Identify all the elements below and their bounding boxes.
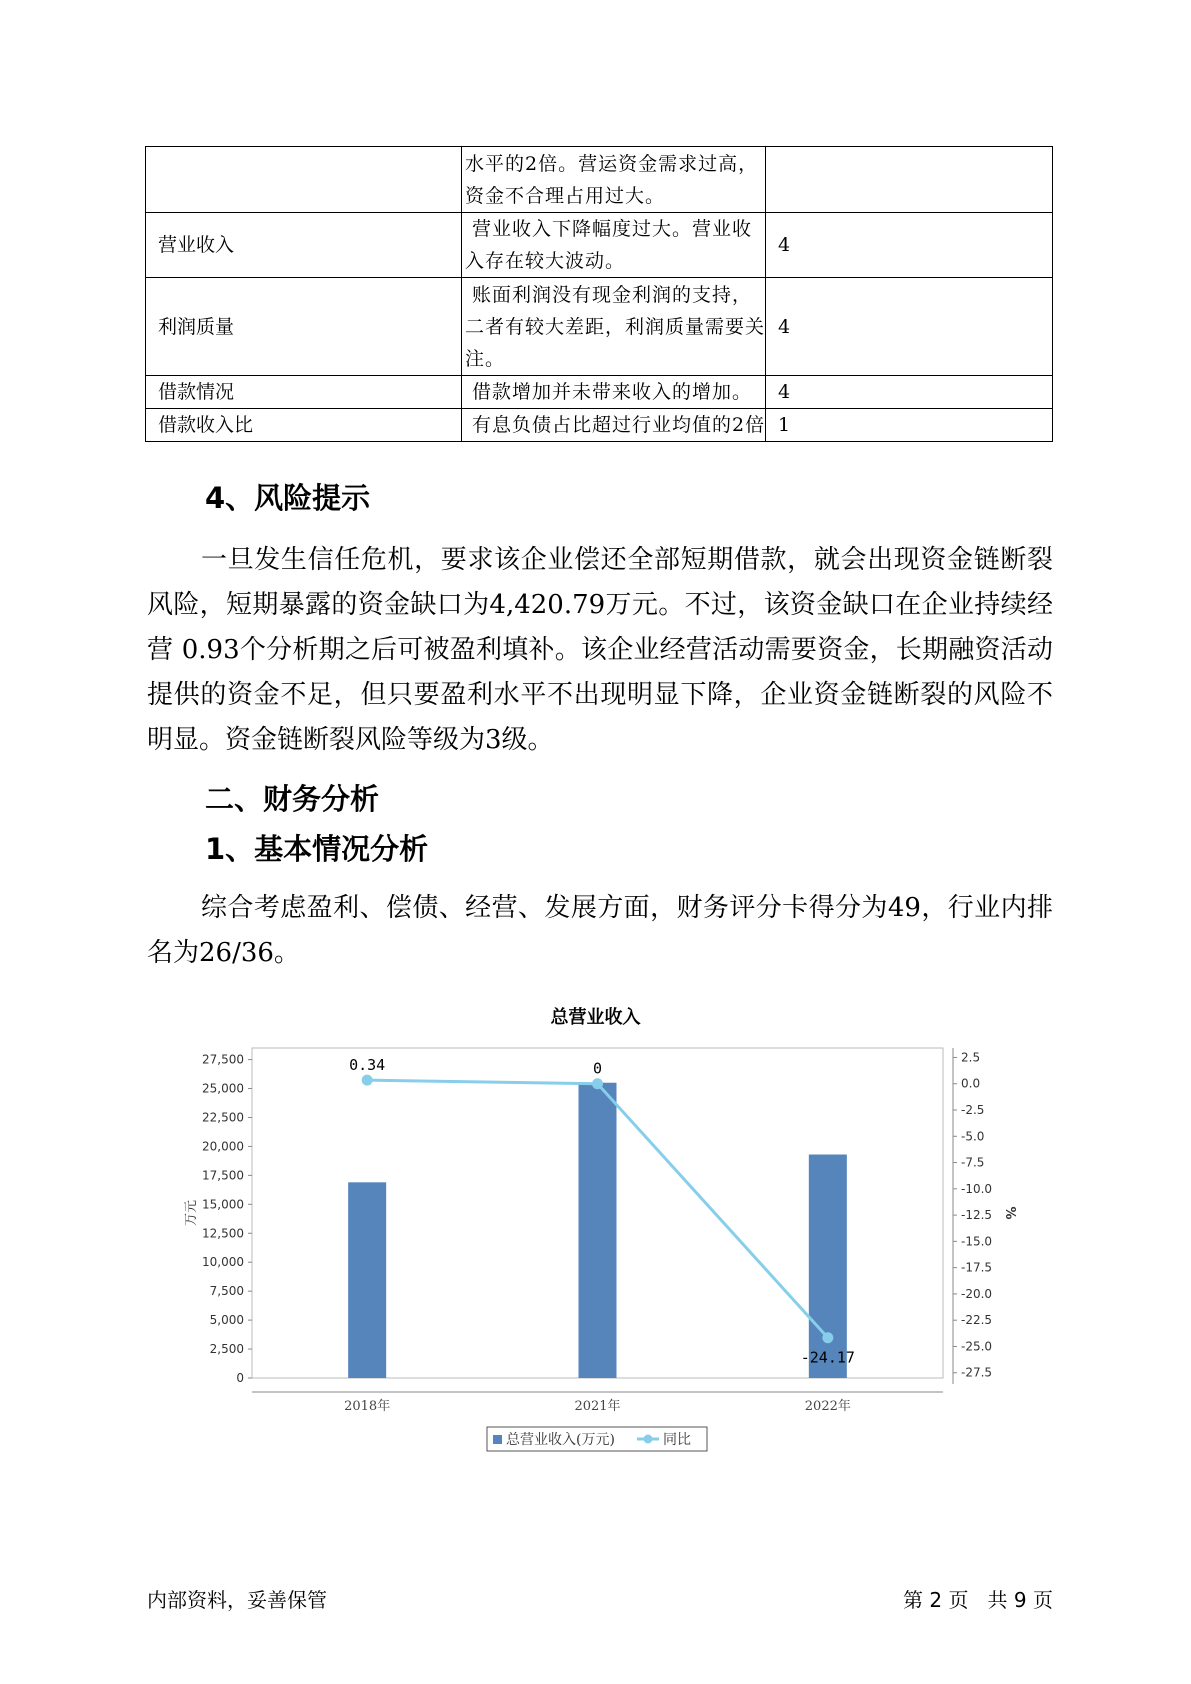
y2-tick-label: 2.5 [961, 1050, 981, 1065]
yoy-point [822, 1332, 833, 1343]
legend-line-label: 同比 [663, 1432, 691, 1448]
y-tick-label: 17,500 [202, 1168, 244, 1183]
y-tick-label: 15,000 [202, 1197, 244, 1212]
score-cell: 4 [766, 278, 1053, 376]
yoy-point [592, 1078, 603, 1089]
x-tick-label: 2021年 [574, 1399, 621, 1414]
description-cell [462, 376, 766, 409]
description-cell [462, 409, 766, 442]
y2-tick-label: -20.0 [961, 1286, 993, 1301]
x-tick-label: 2022年 [804, 1399, 851, 1414]
score-cell: 1 [766, 409, 1053, 442]
item-cell [146, 147, 462, 213]
table-row [146, 147, 1053, 213]
page-number: 第 2 页 共 9 页 [903, 1588, 1053, 1612]
description-line: 有息负债占比超过行业均值的2倍 [465, 414, 766, 436]
y-tick-label: 7,500 [209, 1284, 244, 1299]
table-row [146, 409, 1053, 442]
description-cell [462, 213, 766, 278]
table-row [146, 278, 1053, 376]
y-tick-label: 10,000 [202, 1255, 244, 1270]
yoy-data-label: 0.34 [349, 1056, 386, 1075]
y2-axis-label: % [1002, 1206, 1017, 1220]
y2-tick-label: -12.5 [961, 1208, 993, 1223]
description-cell [462, 147, 766, 213]
y2-tick-label: 0.0 [961, 1076, 981, 1091]
basic-analysis-heading: 1、基本情况分析 [205, 832, 429, 866]
y2-tick-label: -17.5 [961, 1260, 993, 1275]
score-cell: 4 [766, 213, 1053, 278]
bar-2021年 [579, 1083, 617, 1378]
footer-left: 内部资料，妥善保管 [147, 1588, 327, 1612]
y2-tick-label: -5.0 [961, 1129, 985, 1144]
description-line: 水平的2倍。营运资金需求过高， [465, 152, 759, 175]
risk-table [145, 146, 1053, 442]
y-tick-label: 2,500 [209, 1342, 244, 1357]
description-line: 入存在较大波动。 [465, 250, 626, 272]
chart-title: 总营业收入 [550, 1007, 641, 1028]
legend-bar-swatch [493, 1435, 502, 1444]
description-cell [462, 278, 766, 376]
risk-paragraph: 一旦发生信任危机，要求该企业偿还全部短期借款，就会出现资金链断裂风险，短期暴露的资金缺口为4,420.79万元。不过，该资金缺口在企业持续经营 0.93个分析期之后可被盈利填补。该企业经营活动需要资金，长期融资活动提供的资金不足，但只要盈利水平不出现明显下降，企业资金链断裂的风险不明显。资金链断裂风险等级为3级。 [147, 545, 1053, 755]
y-tick-label: 0 [236, 1371, 244, 1385]
score-cell: 4 [766, 376, 1053, 409]
risk-heading: 4、风险提示 [205, 481, 371, 515]
y-tick-label: 12,500 [202, 1226, 244, 1241]
item-cell: 借款情况 [146, 376, 462, 409]
description-line: 二者有较大差距，利润质量需要关 [465, 315, 766, 338]
description-line: 注。 [465, 347, 506, 370]
bar-2022年 [809, 1155, 847, 1378]
yoy-data-label: 0 [592, 1059, 603, 1078]
y-tick-label: 22,500 [202, 1110, 244, 1125]
y-axis-label: 万元 [184, 1199, 199, 1227]
y2-tick-label: -25.0 [961, 1339, 993, 1354]
description-line: 借款增加并未带来收入的增加。 [465, 381, 753, 403]
y2-tick-label: -2.5 [961, 1103, 985, 1118]
yoy-point [362, 1075, 373, 1086]
financial-analysis-heading: 二、财务分析 [205, 782, 380, 816]
y-tick-label: 5,000 [209, 1313, 244, 1328]
y2-tick-label: -22.5 [961, 1313, 993, 1328]
y-tick-label: 20,000 [202, 1139, 244, 1154]
basic-analysis-paragraph: 综合考虑盈利、偿债、经营、发展方面，财务评分卡得分为49，行业内排名为26/36。 [147, 893, 1053, 968]
y-tick-label: 27,500 [202, 1052, 244, 1067]
description-line: 资金不合理占用过大。 [465, 184, 666, 207]
revenue-chart [0, 1030, 1191, 1460]
item-cell: 利润质量 [146, 278, 462, 376]
y2-tick-label: -10.0 [961, 1181, 993, 1196]
yoy-data-label: -24.17 [800, 1348, 855, 1367]
legend-bar-label: 总营业收入(万元) [506, 1432, 615, 1448]
table-row [146, 213, 1053, 278]
bar-2018年 [348, 1182, 386, 1378]
y2-tick-label: -15.0 [961, 1234, 993, 1249]
item-cell: 营业收入 [146, 213, 462, 278]
item-cell: 借款收入比 [146, 409, 462, 442]
legend-line-marker [644, 1435, 653, 1444]
description-line: 账面利润没有现金利润的支持， [465, 283, 753, 306]
description-line: 营业收入下降幅度过大。营业收 [465, 218, 753, 240]
score-cell [766, 147, 1053, 213]
table-row [146, 376, 1053, 409]
x-tick-label: 2018年 [344, 1399, 391, 1414]
y2-tick-label: -7.5 [961, 1155, 985, 1170]
y2-tick-label: -27.5 [961, 1365, 993, 1380]
y-tick-label: 25,000 [202, 1081, 244, 1096]
